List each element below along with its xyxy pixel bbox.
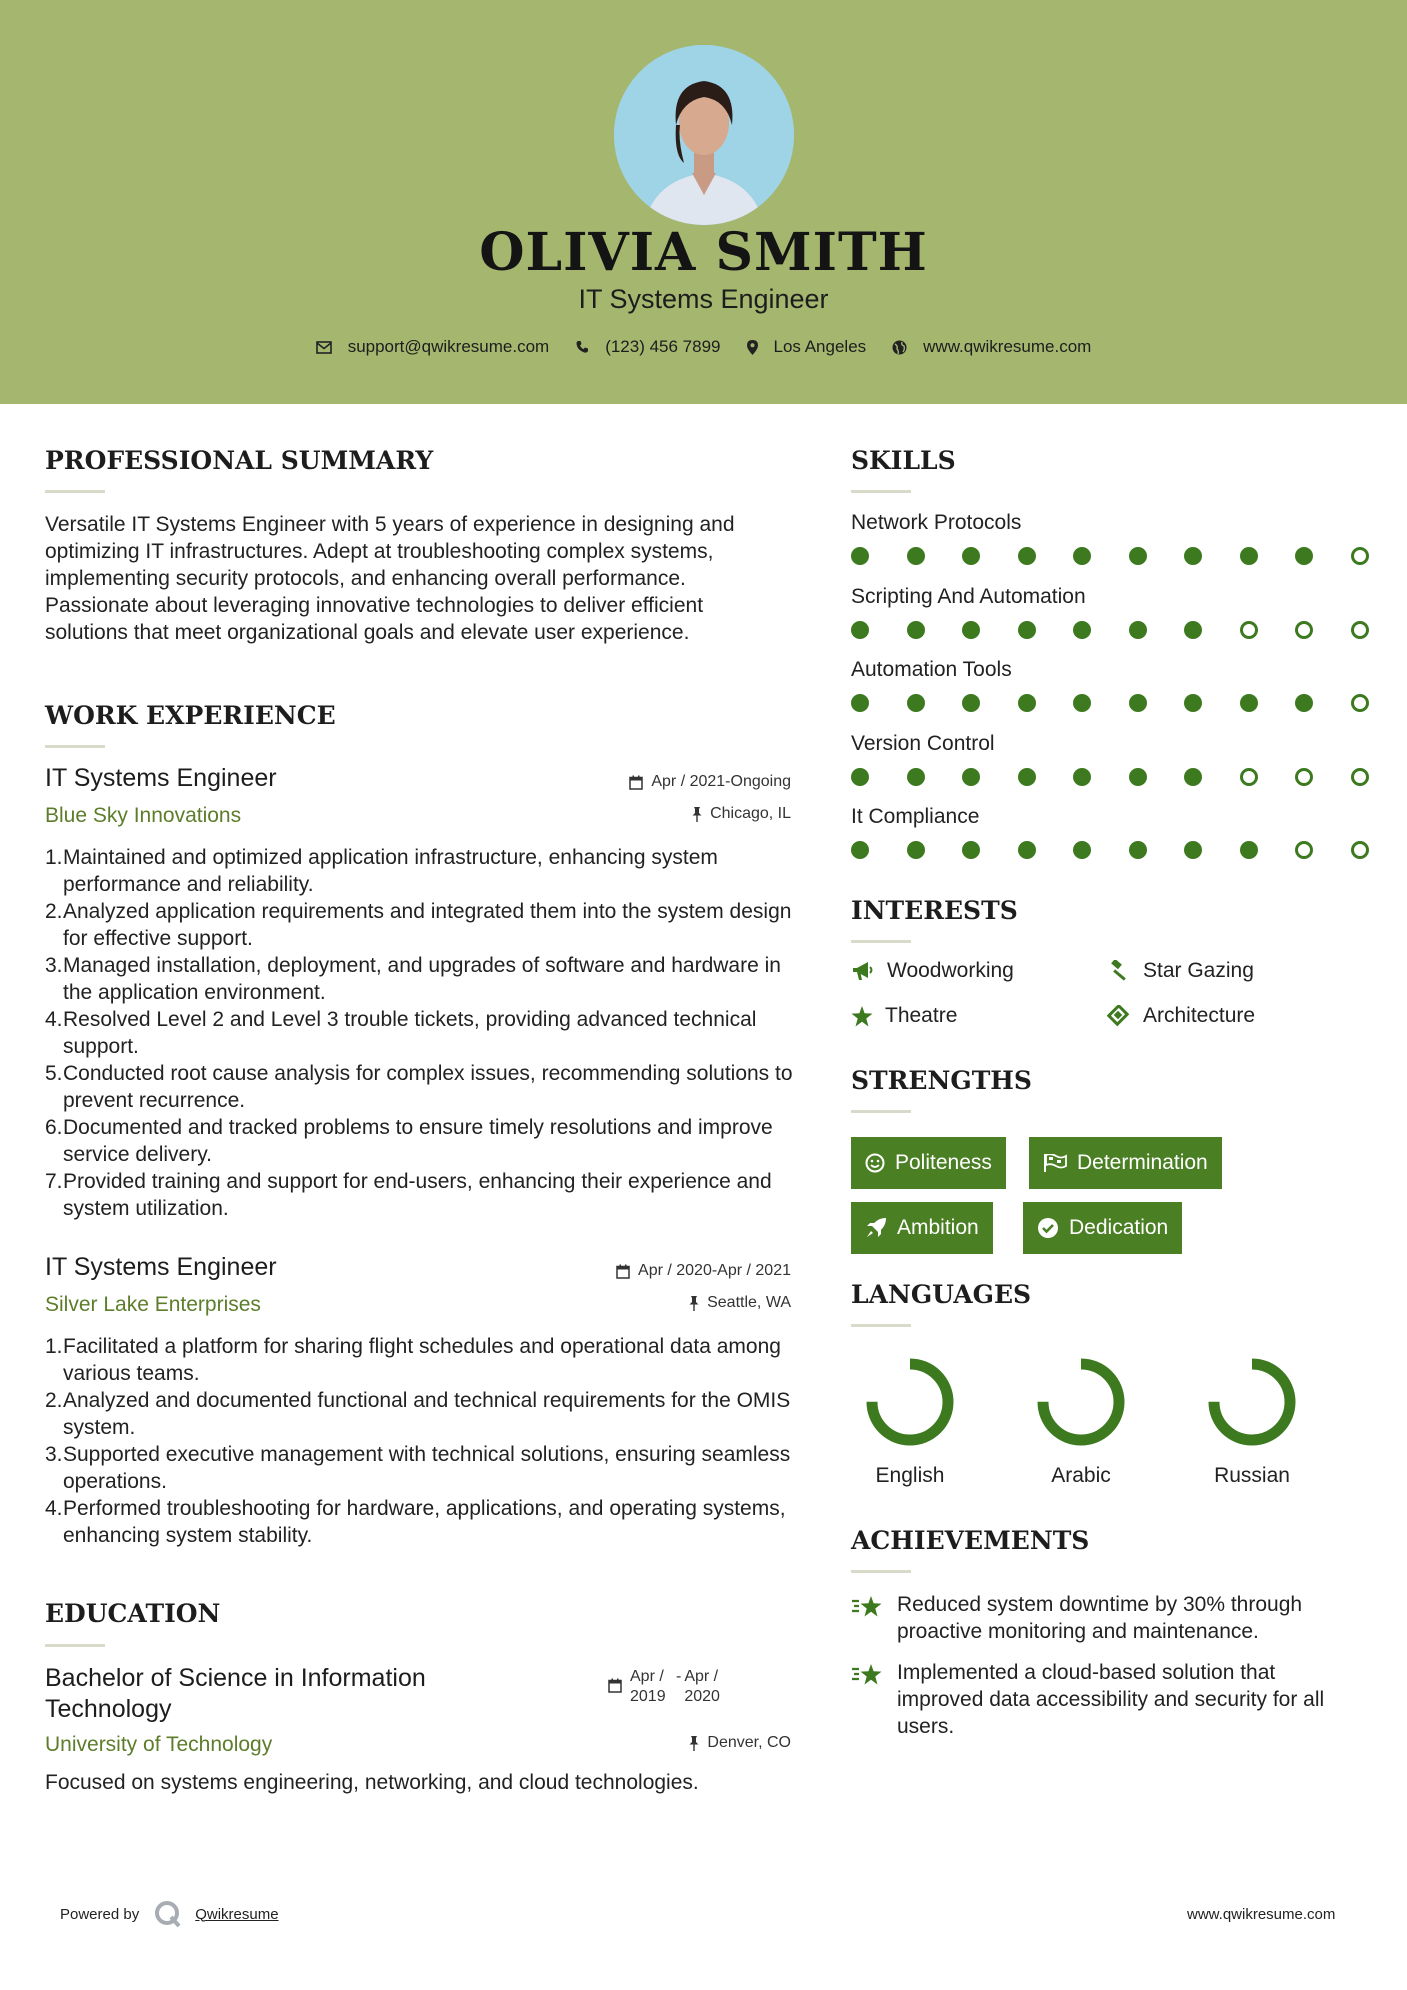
summary-rule <box>45 490 105 493</box>
achievements-rule <box>851 1570 911 1573</box>
job-1-date-text: Apr / 2021-Ongoing <box>651 773 791 790</box>
strength-label: Dedication <box>1069 1216 1169 1239</box>
language-level-ring <box>860 1352 960 1452</box>
check-circle-icon <box>1037 1217 1059 1239</box>
degree-title: Bachelor of Science in Information Technology <box>45 1664 426 1723</box>
duty-text: Analyzed and documented functional and technical requirements for the OMIS system. <box>63 1389 791 1439</box>
website-text: www.qwikresume.com <box>923 337 1092 356</box>
job-2-duties <box>45 1333 795 1549</box>
duty-text: Provided training and support for end-users, enhancing their experience and system utilization. <box>63 1170 772 1220</box>
achievement-item <box>851 1591 1366 1645</box>
education-end: Apr / 2020 <box>684 1668 720 1705</box>
rating-dot-filled <box>907 694 925 712</box>
rating-dot-filled <box>851 621 869 639</box>
skill-rating <box>851 547 1406 565</box>
rating-dot-filled <box>907 547 925 565</box>
duty-text: Managed installation, deployment, and upgrades of software and hardware in the application environment. <box>63 954 781 1004</box>
interest-label: Theatre <box>885 1004 958 1027</box>
job-1-location <box>500 805 791 823</box>
rating-dot-filled <box>962 694 980 712</box>
interest-label: Woodworking <box>887 959 1014 982</box>
envelope-icon <box>316 341 332 354</box>
rating-dot-filled <box>1184 694 1202 712</box>
achievement-text: Implemented a cloud-based solution that improved data accessibility and security for all users. <box>897 1661 1325 1738</box>
list-item: 2. Analyzed application requirements and integrated them into the system design for effective support. <box>45 900 792 950</box>
education-description: Focused on systems engineering, networking, and cloud technologies. <box>45 1771 699 1794</box>
summary-heading: PROFESSIONAL SUMMARY <box>45 446 434 475</box>
rating-dot-empty <box>1351 768 1369 786</box>
strength-badge-ambition <box>851 1202 993 1254</box>
skill-rating <box>851 841 1406 859</box>
rating-dot-empty <box>1351 547 1369 565</box>
bullhorn-icon <box>851 961 875 981</box>
rating-dot-empty <box>1351 841 1369 859</box>
skill-name: Scripting And Automation <box>851 584 1086 608</box>
rating-dot-filled <box>1129 621 1147 639</box>
rating-dot-filled <box>1018 694 1036 712</box>
email-text: support@qwikresume.com <box>347 337 550 356</box>
language-level-ring <box>1031 1352 1131 1452</box>
contact-bar <box>0 337 1407 357</box>
language-name: Russian <box>1214 1464 1290 1487</box>
resume-header <box>0 0 1407 404</box>
ticket-icon <box>1107 1005 1131 1027</box>
rating-dot-filled <box>1240 841 1258 859</box>
job-2-title: IT Systems Engineer <box>45 1253 277 1281</box>
list-item: 3. Supported executive management with technical solutions, ensuring seamless operations. <box>45 1443 791 1493</box>
rating-dot-filled <box>1129 694 1147 712</box>
languages-heading: LANGUAGES <box>851 1280 1032 1309</box>
rating-dot-filled <box>1073 768 1091 786</box>
strengths-rule <box>851 1110 911 1113</box>
gavel-icon <box>1107 960 1131 982</box>
skills-rule <box>851 490 911 493</box>
rating-dot-filled <box>1184 621 1202 639</box>
candidate-role: IT Systems Engineer <box>578 284 829 314</box>
education-location <box>500 1734 791 1752</box>
rating-dot-empty <box>1240 621 1258 639</box>
calendar-icon <box>629 775 643 790</box>
list-item: 4. Resolved Level 2 and Level 3 trouble tickets, providing advanced technical support. <box>45 1008 757 1058</box>
rating-dot-filled <box>962 768 980 786</box>
rating-dot-filled <box>1240 547 1258 565</box>
skill-name: Version Control <box>851 731 995 755</box>
pushpin-icon <box>689 1296 699 1311</box>
map-pin-icon <box>747 340 758 355</box>
list-item: 6. Documented and tracked problems to ensure timely resolutions and improve service delivery. <box>45 1116 773 1166</box>
rating-dot-filled <box>851 547 869 565</box>
duty-text: Supported executive management with technical solutions, ensuring seamless operations. <box>63 1443 791 1493</box>
job-1-date <box>500 773 791 791</box>
school-name: University of Technology <box>45 1733 273 1756</box>
rating-dot-empty <box>1240 768 1258 786</box>
skill-name: Automation Tools <box>851 658 1012 681</box>
experience-heading: WORK EXPERIENCE <box>45 701 336 730</box>
skill-rating <box>851 694 1406 712</box>
contact-phone[interactable] <box>575 337 720 357</box>
rating-dot-filled <box>1129 768 1147 786</box>
language-item <box>845 1352 975 1488</box>
rating-dot-filled <box>1018 547 1036 565</box>
list-item: 2. Analyzed and documented functional and technical requirements for the OMIS system. <box>45 1389 791 1439</box>
skills-heading: SKILLS <box>851 446 956 475</box>
rating-dot-filled <box>1295 694 1313 712</box>
list-item: 1. Maintained and optimized application infrastructure, enhancing system performance and reliability. <box>45 846 718 896</box>
achievement-star-icon <box>851 1593 885 1621</box>
rating-dot-filled <box>1018 621 1036 639</box>
interest-label: Star Gazing <box>1143 959 1254 982</box>
education-date <box>608 1667 724 1707</box>
rating-dot-filled <box>851 768 869 786</box>
job-1-company: Blue Sky Innovations <box>45 804 242 827</box>
duty-text: Analyzed application requirements and integrated them into the system design for effective support. <box>63 900 792 950</box>
rating-dot-empty <box>1351 694 1369 712</box>
strength-label: Politeness <box>895 1151 992 1174</box>
footer-website[interactable]: www.qwikresume.com <box>1187 1906 1336 1923</box>
pushpin-icon <box>689 1736 699 1751</box>
rating-dot-filled <box>1073 547 1091 565</box>
interest-item-theatre <box>851 1004 957 1028</box>
interest-item-star-gazing <box>1107 959 1254 983</box>
interests-rule <box>851 940 911 943</box>
skill-rating <box>851 768 1406 786</box>
rating-dot-filled <box>1129 547 1147 565</box>
calendar-icon <box>616 1264 630 1279</box>
rating-dot-empty <box>1351 621 1369 639</box>
rating-dot-filled <box>1073 841 1091 859</box>
achievement-star-icon <box>851 1661 885 1689</box>
location-text: Los Angeles <box>773 337 867 356</box>
duty-text: Maintained and optimized application infrastructure, enhancing system performance and reliability. <box>63 846 718 896</box>
rating-dot-filled <box>1018 841 1036 859</box>
language-level-arc <box>1043 1364 1119 1440</box>
rating-dot-filled <box>1184 841 1202 859</box>
strengths-heading: STRENGTHS <box>851 1066 1032 1095</box>
interests-heading: INTERESTS <box>851 896 1018 925</box>
profile-photo <box>614 45 794 225</box>
rating-dot-filled <box>962 841 980 859</box>
rating-dot-empty <box>1295 841 1313 859</box>
pushpin-icon <box>692 807 702 822</box>
rating-dot-filled <box>851 694 869 712</box>
language-level-ring <box>1202 1352 1302 1452</box>
job-2-company: Silver Lake Enterprises <box>45 1293 261 1316</box>
duty-text: Documented and tracked problems to ensure timely resolutions and improve service delivery. <box>63 1116 773 1166</box>
strength-label: Ambition <box>897 1216 979 1239</box>
qwikresume-logo-icon <box>153 1899 183 1929</box>
list-item: 7. Provided training and support for end-users, enhancing their experience and system utilization. <box>45 1170 772 1220</box>
language-item <box>1187 1352 1317 1488</box>
summary-text: Versatile IT Systems Engineer with 5 years of experience in designing and optimizing IT infrastructures. Adept at troubleshooting complex systems, implementing security protocols, and enhancing overall performance. Passionate about leveraging innovative technologies to deliver efficient solutions that meet organizational goals and elevate user experience. <box>45 513 735 644</box>
rating-dot-empty <box>1295 768 1313 786</box>
powered-by-label: Powered by <box>60 1905 140 1923</box>
job-2-date <box>500 1262 791 1280</box>
language-level-arc <box>1214 1364 1290 1440</box>
strength-badge-determination <box>1029 1137 1222 1189</box>
education-location-text: Denver, CO <box>707 1734 791 1751</box>
contact-email[interactable] <box>316 337 550 357</box>
rating-dot-filled <box>1073 694 1091 712</box>
strength-badge-politeness <box>851 1137 1006 1189</box>
rating-dot-filled <box>907 621 925 639</box>
job-2-location <box>500 1294 791 1312</box>
language-name: English <box>875 1464 945 1487</box>
rating-dot-filled <box>1018 768 1036 786</box>
language-level-arc <box>872 1364 948 1440</box>
duty-text: Performed troubleshooting for hardware, applications, and operating systems, enhancing system stability. <box>63 1497 786 1547</box>
job-2-date-text: Apr / 2020-Apr / 2021 <box>638 1262 791 1279</box>
education-start: Apr / 2019 <box>630 1668 666 1705</box>
list-item: 3. Managed installation, deployment, and upgrades of software and hardware in the application environment. <box>45 954 781 1004</box>
brand-link[interactable]: Qwikresume <box>195 1905 279 1923</box>
achievement-item <box>851 1659 1366 1740</box>
interest-item-architecture <box>1107 1004 1255 1028</box>
language-name: Arabic <box>1051 1464 1111 1487</box>
rocket-icon <box>865 1217 887 1239</box>
powered-by <box>60 1899 279 1929</box>
rating-dot-filled <box>907 841 925 859</box>
rating-dot-filled <box>1295 547 1313 565</box>
calendar-icon <box>608 1678 622 1693</box>
achievements-heading: ACHIEVEMENTS <box>851 1526 1090 1555</box>
phone-icon <box>575 340 589 354</box>
rating-dot-filled <box>1184 768 1202 786</box>
rating-dot-filled <box>1184 547 1202 565</box>
list-item: 5. Conducted root cause analysis for complex issues, recommending solutions to prevent recurrence. <box>45 1062 793 1112</box>
rating-dot-filled <box>962 621 980 639</box>
strength-badge-dedication <box>1023 1202 1182 1254</box>
interest-label: Architecture <box>1143 1004 1256 1027</box>
experience-rule <box>45 745 105 748</box>
contact-website[interactable] <box>892 337 1091 357</box>
rating-dot-filled <box>1073 621 1091 639</box>
job-1-location-text: Chicago, IL <box>710 805 791 822</box>
education-heading: EDUCATION <box>45 1599 221 1628</box>
language-item <box>1016 1352 1146 1488</box>
duty-text: Conducted root cause analysis for complex issues, recommending solutions to prevent recurrence. <box>63 1062 793 1112</box>
education-rule <box>45 1644 105 1647</box>
rating-dot-filled <box>1240 694 1258 712</box>
job-1-duties <box>45 844 795 1222</box>
star-icon <box>851 1006 873 1027</box>
candidate-name: OLIVIA SMITH <box>479 222 928 283</box>
job-2-location-text: Seattle, WA <box>707 1294 791 1311</box>
education-date-separator: - <box>676 1668 682 1685</box>
strength-label: Determination <box>1077 1151 1208 1174</box>
skill-rating <box>851 621 1406 639</box>
rating-dot-filled <box>962 547 980 565</box>
smile-icon <box>865 1153 885 1173</box>
flag-icon <box>1043 1154 1067 1172</box>
skill-name: It Compliance <box>851 805 980 828</box>
job-1-title: IT Systems Engineer <box>45 764 277 792</box>
achievement-text: Reduced system downtime by 30% through proactive monitoring and maintenance. <box>897 1593 1303 1643</box>
list-item: 4. Performed troubleshooting for hardware, applications, and operating systems, enhancing system stability. <box>45 1497 786 1547</box>
contact-location <box>747 337 867 357</box>
interest-item-woodworking <box>851 959 1014 983</box>
skill-name: Network Protocols <box>851 511 1022 534</box>
rating-dot-filled <box>907 768 925 786</box>
rating-dot-filled <box>851 841 869 859</box>
rating-dot-empty <box>1295 621 1313 639</box>
list-item: 1. Facilitated a platform for sharing flight schedules and operational data among various teams. <box>45 1335 781 1385</box>
duty-text: Resolved Level 2 and Level 3 trouble tickets, providing advanced technical support. <box>63 1008 757 1058</box>
rating-dot-filled <box>1129 841 1147 859</box>
globe-icon <box>892 340 907 355</box>
languages-rule <box>851 1324 911 1327</box>
duty-text: Facilitated a platform for sharing flight schedules and operational data among various teams. <box>63 1335 781 1385</box>
phone-text: (123) 456 7899 <box>605 337 721 356</box>
